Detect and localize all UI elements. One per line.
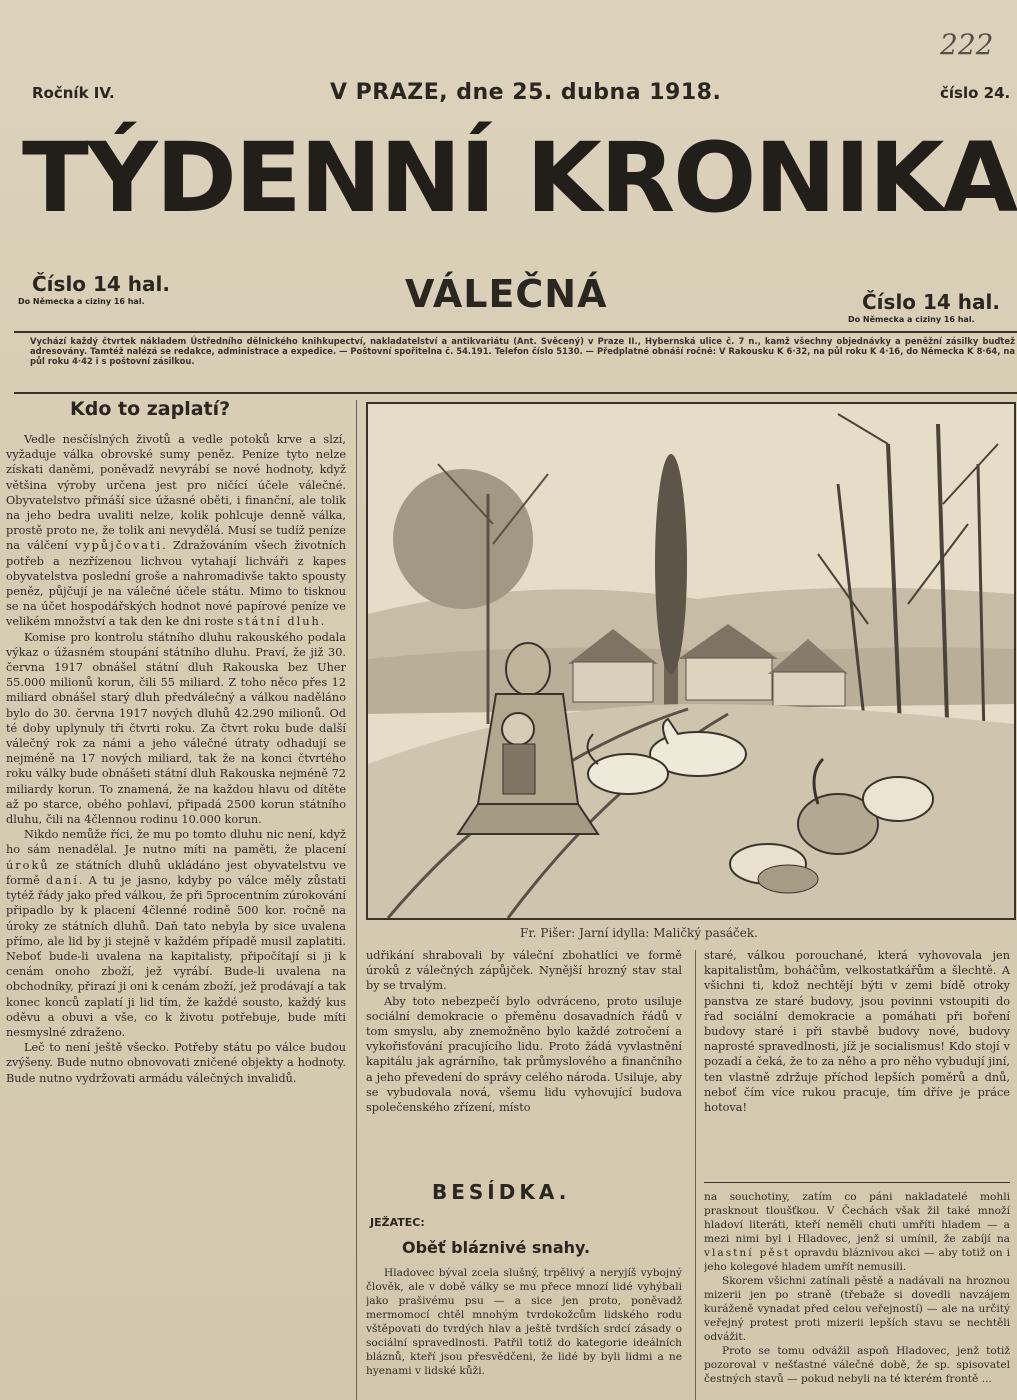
story-column-2 [366,1266,682,1400]
price-right-foreign: Do Německa a ciziny 16 hal. [848,315,975,324]
story-column-3 [704,1190,1010,1400]
story-paragraph: Hladovec býval zcela slušný, trpělivý a neryjíš vybojný člověk, ale v době války se mu přece mnozí lidé vyhýbali jako prašivému psu — a sice jen proto, poněvadž mermomocí chtěl mnohým tvrdokožcům lidského rodu vštěpovati do tvrdých hlav a ještě tvrdších srdcí zásady o sociální spravedlnosti. Patřil totiž do kategorie ideálních bláznů, kteří jsou přesvědčeni, že lidé by byli lidmi a ne hyenami v lidské kůži. [366,1267,682,1377]
article-paragraph: Leč to není ještě všecko. Potřeby státu po válce budou zvýšeny. Bude nutno obnovovati zničené objekty a hodnoty. Bude nutno vydržovati armádu válečných invalidů. [6,1041,346,1085]
story-paragraph: Proto se tomu odvážil aspoň Hladovec, jenž totiž pozoroval v nešťastné válečné době, že sp. spisovatel čestných stavů — pokud nebyli na té kterém frontě ... [704,1345,1010,1385]
section-rule [704,1182,1010,1183]
price-left-foreign: Do Německa a ciziny 16 hal. [18,297,145,306]
masthead-title: TÝDENNÍ KRONIKA [22,122,1017,234]
issue-number: číslo 24. [940,84,1011,102]
illustration-spring-idyll [366,402,1016,920]
story-title: Oběť bláznivé snahy. [402,1238,591,1257]
article-paragraph: Komise pro kontrolu státního dluhu rakouského podala výkaz o úžasném stoupání státního dluhu. Praví, že již 30. června 1917 obnášel státní dluh Rakouska bez Uher 55.000 milionů korun, čili 55 miliard. Z toho něco přes 12 miliard obnášel starý dluh předválečný a válkou naděláno bylo do 30. června 1917 nových dluhů 42.290 milionů. Od té doby uplynuly tři čtvrti roku. Za čtvrt roku bude další válečný rok za námi a jeho válečné útraty odhadují se nejméně na 17 nových miliard, tak že na konci čtvrtého roku války bude obnášeti státní dluh Rakouska nejméně 72 miliardy korun. To znamená, že na každou hlavu od dítěte až po starce, obého pohlaví, připadá 2500 korun státního dluhu, čili na 4člennou rodinu 10.000 korun. [6,630,346,827]
article-column-1 [6,432,346,1400]
article-column-2 [366,948,682,1176]
masthead-subtitle: VÁLEČNÁ [405,272,608,316]
story-author: JEŽATEC: [370,1216,425,1229]
column-divider-1 [356,400,357,1400]
publisher-info: Vychází každý čtvrtek nákladem Ústředního dělnického knihkupectví, nakladatelství a antikvariátu (Ant. Svěcený) v Praze II., Hybernská ulice č. 7 n., kamž všechny objednávky a peněžní zásilky buďtež adresovány. Tamtéž nalézá se redakce, administrace a expedice. — Poštovní spořitelna č. 54.191. Telefon číslo 5130. — Předplatné obnáší ročně: V Rakousku K 6·32, na půl roku K 4·16, do Německa K 8·64, na půl roku 4·42 i s poštovní zásilkou. [30,336,1015,366]
top-info-line [0,80,1017,110]
article-paragraph: Nikdo nemůže říci, že mu po tomto dluhu nic není, když ho sám nenadělal. Je nutno míti na paměti, že placení úroků ze státních dluhů ukládáno jest obyvatelstvu ve formě daní. A tu je jasno, kdyby po válce měly zůstati tytéž řády jako před válkou, že při 5procentním zúrokování připadlo by k placení 4členné rodině 500 kor. ročně na úroky ze státních dluhů. Daň tato nebyla by sice uvalena přímo, ale lid by ji stejně v každém případě musil zaplatiti. Neboť bude-li uvalena na kapitalisty, připočítají si ji k cenám onoho zboží, jež vyrábí. Bude-li uvalena na obchodníky, přirazí ji oni k cenám zboží, jež prodávají a tak konec konců zaplatí ji lid tím, že každé sousto, každý kus oděvu a obuvi a vše, co k životu potřebuje, bude míti nesmyslné zdraženo. [6,828,346,1039]
column-divider-2 [695,950,696,1400]
article-title: Kdo to zaplatí? [70,398,231,420]
header-rule-top [14,331,1017,333]
article-paragraph: Aby toto nebezpečí bylo odvráceno, proto usiluje sociální demokracie o přeměnu dosavadních řádů v tom smyslu, aby znemožněno bylo každé zotročení a vykořisťování pracujícího lidu. Proto žádá vyvlastnění kapitálu jak agrárního, tak průmyslového a finančního a jeho převedení do správy celého národa. Usiluje, aby se vybudovala nová, všemu lidu vyhovující budova společenského zřízení, místo [366,994,682,1115]
illustration-drawing [368,404,1014,918]
article-paragraph: staré, válkou porouchané, která vyhovovala jen kapitalistům, boháčům, velkostatkářům a šlechtě. A všichni ti, kdož nechtějí býti v zemi bídě otroky panstva ze staré budovy, jsou povinni vstoupiti do řad sociální demokracie a pomáhati při boření budovy staré i při stavbě budovy nové, budovy naprosté spravedlnosti, jíž je socialismus! Kdo stojí v pozadí a čeká, že to za něho a pro něho vybudují jiní, ten vlastně zdržuje příchod lepších poměrů a dnů, neboť čím více rukou pracuje, tím dříve je práce hotova! [704,949,1010,1115]
besidka-heading: BESÍDKA. [432,1180,571,1204]
story-paragraph: na souchotiny, zatím co páni nakladatelé mohli prasknout tloušťkou. V Čechách však žil také množí hladoví literáti, kteří neměli chuti umříti hladem — a mezi nimi byl i Hladovec, jenž si umínil, že zabíjí na vlastní pěst opravdu bláznivou akci — aby totiž on i jeho kolegové hladem umřít nemusili. [704,1191,1010,1273]
price-left: Číslo 14 hal. [32,272,170,296]
header-rule-bottom [14,392,1017,394]
illustration-caption: Fr. Pišer: Jarní idylla: Maličký pasáček. [520,926,758,940]
price-right: Číslo 14 hal. [862,290,1000,314]
article-paragraph: udřikání shrabovali by váleční zbohatlíci ve formě úroků z válečných zápůjček. Nynější hrozný stav stal by se trvalým. [366,949,682,993]
article-column-3 [704,948,1010,1180]
issue-date: V PRAZE, dne 25. dubna 1918. [330,80,722,105]
volume-label: Ročník IV. [32,84,115,102]
handwritten-note: 222 [940,28,994,61]
article-paragraph: Vedle nesčíslných životů a vedle potoků krve a slzí, vyžaduje válka obrovské sumy peněz. Peníze tyto nelze získati daněmi, poněvadž nevyrábí se nové hodnoty, když většina výroby určena jest pro ničící účele válečné. Obyvatelstvo přináší sice úžasné oběti, i finanční, ale tolik na jeho bedra uvaliti nelze, kolik pohlcuje denně válka, prostě proto ne, že tolik ani nevydělá. Musí se tudíž peníze na válčení vypůjčovati. Zdražováním všech životních potřeb a nezřízenou lichvou vytahají lichváři z kapes obyvatelstva poslední groše a nahromadivše takto spousty peněz, půjčují je na válečné účele státu. Mimo to tisknou se na účet hospodářských hodnot nové papírové peníze ve velikém množství a tak den ke dni roste státní dluh. [6,433,346,629]
story-paragraph: Skorem všichni zatínali pěstě a nadávali na hroznou mizerii jen po straně (třebaže si dovedli navzájem kuráženě vynadat před celou veřejností) — ale na určitý veřejný protest proti mizerii lepších stavu se nechtěli odvážit. [704,1275,1010,1343]
